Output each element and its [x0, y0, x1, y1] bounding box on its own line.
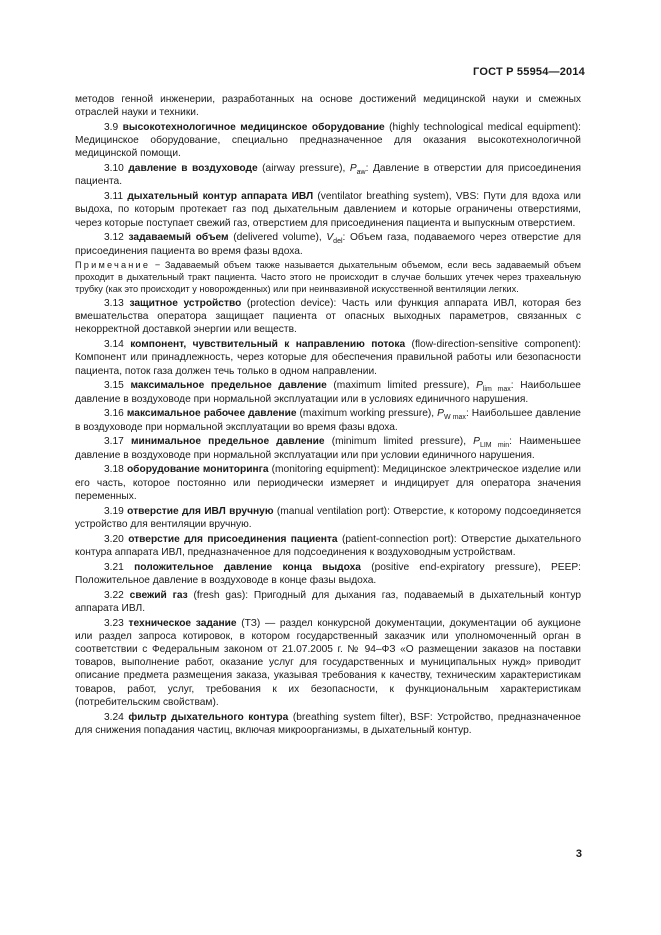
note	[75, 259, 581, 295]
item-number: 3.11	[104, 191, 124, 203]
definition-text: (positive end-expiratory pressure), PEEP: Положительное давление в воздуховоде в конце фазы выдоха.	[75, 561, 581, 586]
item-number: 3.24	[104, 711, 124, 723]
definition-text: : Наибольшее давление в воздуховоде при нормальной эксплуатации или в условиях единичного нарушения.	[75, 380, 581, 405]
symbol-subscript: aw	[356, 169, 366, 177]
definition-text: : Наибольшее давление в воздуховоде при нормальной эксплуатации во время фазы вдоха.	[75, 408, 581, 433]
definition-3-15	[75, 379, 581, 405]
item-number: 3.13	[104, 298, 124, 309]
term: защитное устройство	[129, 298, 242, 309]
definition-text: : Давление в отверстии для присоединения пациента.	[75, 163, 581, 188]
item-number: 3.14	[104, 339, 124, 351]
standard-header: ГОСТ Р 55954—2014	[473, 66, 585, 78]
note-prefix: Примечание	[75, 260, 151, 271]
term: техническое задание	[128, 617, 237, 629]
item-number: 3.10	[104, 163, 124, 175]
term: максимальное рабочее давление	[126, 408, 297, 420]
definition-3-13	[75, 297, 581, 337]
definition-3-18	[75, 463, 581, 503]
definition-text: (highly technological medical equipment): Медицинское оборудование, специально предназначенное для оказания высокотехнологичной медицинской помощи.	[75, 122, 581, 160]
definition-3-24	[75, 711, 581, 737]
term: высокотехнологичное медицинское оборудование	[122, 122, 385, 133]
symbol: P	[473, 436, 480, 448]
definition-text: : Наименьшее давление в воздуховоде при нормальной эксплуатации или при условии единичного нарушения.	[75, 436, 581, 461]
definition-text: (minimum limited pressure),	[324, 436, 474, 448]
definition-text: : Объем газа, подаваемого через отверстие для присоединения пациента во время фазы вдоха.	[75, 232, 581, 257]
symbol: P	[437, 408, 444, 420]
definition-text: (ТЗ) — раздел конкурсной документации, документации об аукционе или раздел запроса котировок, в котором государственный заказчик или уполномоченный орган в соответствии с Федеральным законом от 21.07.2005 г. № 94–ФЗ «О размещении заказов на поставки товаров, выполнение работ, оказание услуг для государственных и муниципальных нужд» приводит описание предмета размещения заказа, указывая требования к качеству, техническим характеристикам товаров, работ, услуг, требования к их безопасности, к функциональным характеристикам (потребительским свойствам).	[75, 617, 581, 708]
definition-text: (ventilator breathing system), VBS: Пути для вдоха или выдоха, по которым протекает газ под дыхательным давлением и которые ограничены отверстиями, через которые поступает свежий газ, отверстием для присоединения пациента и выпускным отверстием.	[75, 191, 581, 229]
definition-3-11	[75, 190, 581, 230]
definition-text: (flow-direction-sensitive component): Компонент или принадлежность, через которые для обеспечения правильной работы или безопасности пациента, поток газа должен течь только в одном направлении.	[75, 339, 581, 377]
item-number: 3.17	[104, 436, 124, 448]
definition-text: (breathing system filter), BSF: Устройство, предназначенное для снижения попадания частиц, включая микроорганизмы, в дыхательный контур.	[75, 711, 581, 736]
term: отверстие для присоединения пациента	[128, 533, 338, 545]
item-number: 3.19	[104, 505, 124, 517]
document-body	[75, 93, 581, 739]
term: задаваемый объем	[128, 232, 229, 244]
item-number: 3.12	[104, 232, 124, 244]
definition-text: (maximum limited pressure),	[326, 380, 477, 392]
definition-3-23	[75, 617, 581, 709]
term: свежий газ	[129, 589, 188, 601]
term: компонент, чувствительный к направлению потока	[130, 339, 406, 351]
item-number: 3.18	[104, 464, 124, 476]
term: отверстие для ИВЛ вручную	[127, 505, 274, 517]
definition-3-9	[75, 121, 581, 161]
term: дыхательный контур аппарата ИВЛ	[127, 191, 314, 203]
definition-3-21	[75, 561, 581, 587]
page-number: 3	[575, 848, 582, 860]
symbol: V	[326, 232, 334, 244]
symbol-subscript: lim max	[482, 386, 511, 394]
definition-text: (delivered volume),	[228, 232, 327, 244]
item-number: 3.20	[104, 533, 124, 545]
definition-text: (fresh gas): Пригодный для дыхания газ, подаваемый в дыхательный контур аппарата ИВЛ.	[75, 589, 581, 614]
definition-3-10	[75, 162, 581, 188]
symbol-subscript: W max	[443, 414, 466, 422]
item-number: 3.23	[104, 617, 124, 629]
definition-3-12	[75, 231, 581, 257]
definition-3-14	[75, 338, 581, 378]
term: минимальное предельное давление	[130, 436, 325, 448]
item-number: 3.21	[104, 561, 124, 573]
term: максимальное предельное давление	[130, 380, 327, 392]
item-number: 3.22	[104, 589, 124, 601]
definition-text: (protection device): Часть или функция аппарата ИВЛ, которая без вмешательства оператора защищает пациента от опасных выходных параметров, связанных с некорректной доставкой энергии или веществ.	[75, 298, 581, 336]
definition-text: (maximum working pressure),	[296, 408, 438, 420]
term: фильтр дыхательного контура	[128, 711, 289, 723]
term: оборудование мониторинга	[126, 464, 269, 476]
definition-3-17	[75, 435, 581, 461]
item-number: 3.16	[104, 408, 124, 420]
definition-3-22	[75, 589, 581, 615]
symbol-subscript: del	[333, 238, 343, 246]
definition-text: (patient-connection port): Отверстие дыхательного контура аппарата ИВЛ, предназначенное для подсоединения к воздуховодным устройствам.	[75, 533, 581, 558]
definition-3-16	[75, 407, 581, 433]
term: положительное давление конца выдоха	[134, 561, 361, 573]
definition-text: (airway pressure),	[257, 163, 350, 175]
intro-paragraph: методов генной инженерии, разработанных на основе достижений медицинской науки и смежных отраслей науки и техники.	[75, 94, 581, 119]
definition-3-20	[75, 533, 581, 559]
definition-text: (manual ventilation port): Отверстие, к которому подсоединяется устройство для вентиляции вручную.	[75, 505, 581, 530]
item-number: 3.15	[104, 380, 124, 392]
note-text: − Задаваемый объем также называется дыхательным объемом, если весь задаваемый объем проходит в дыхательный тракт пациента. Часто этого не происходит в случае больших утечек через трахеальную трубку (как это происходит у новорожденных) или при неинвазивной искусственной вентиляции легких.	[75, 260, 581, 295]
definition-3-19	[75, 505, 581, 531]
item-number: 3.9	[104, 122, 119, 133]
symbol: P	[476, 380, 483, 392]
symbol: P	[349, 163, 357, 175]
symbol-subscript: LIM min	[479, 442, 510, 450]
definition-text: (monitoring equipment): Медицинское электрическое изделие или его часть, которое постоянно или периодически измеряет и индицирует для оператора значения переменных.	[75, 464, 581, 502]
term: давление в воздуховоде	[128, 163, 258, 175]
